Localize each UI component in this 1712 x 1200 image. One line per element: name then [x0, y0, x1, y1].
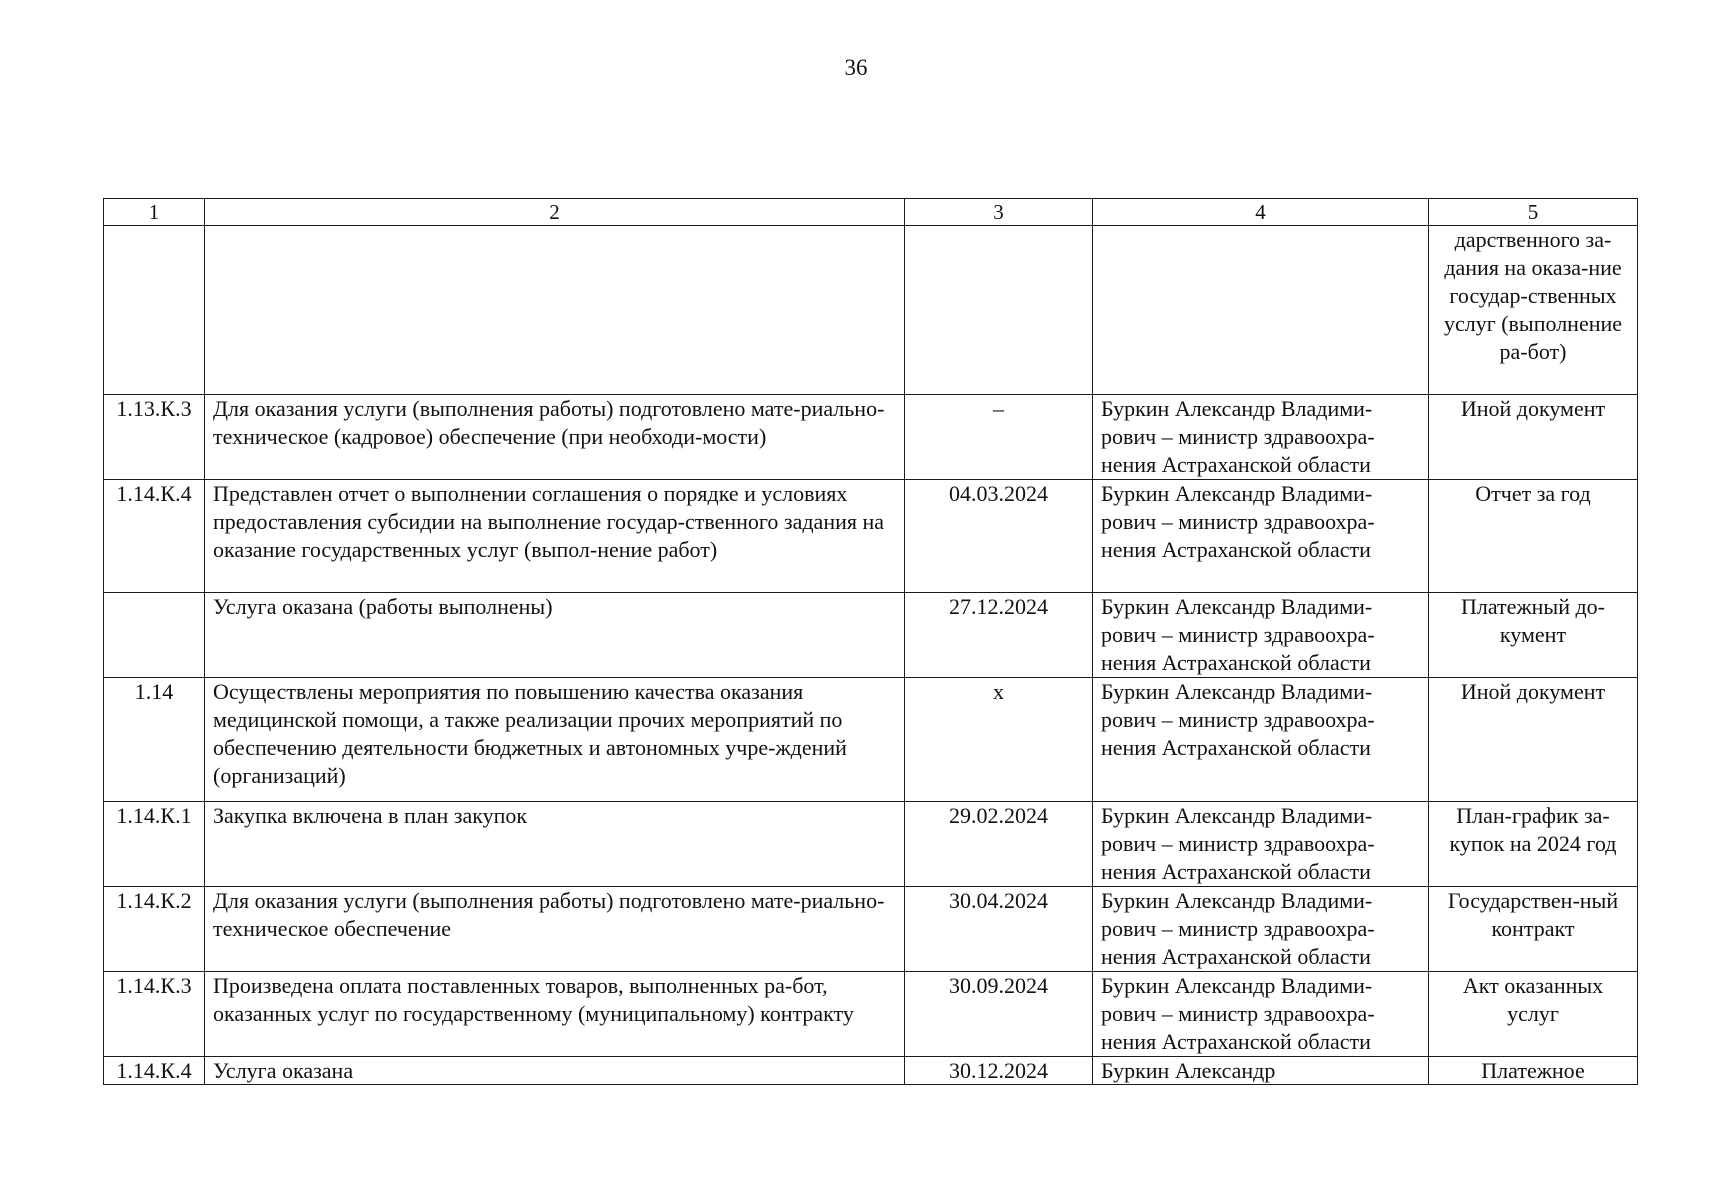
responsible-cell: Буркин Александр Владими-рович – министр здравоохра-нения Астраханской области	[1093, 887, 1429, 972]
date-cell	[905, 226, 1093, 395]
table-row	[104, 395, 1638, 480]
code-cell: 1.13.К.3	[104, 395, 205, 480]
description-cell: Произведена оплата поставленных товаров, выполненных ра-бот, оказанных услуг по государственному (муниципальному) контракту	[205, 972, 905, 1057]
responsible-cell: Буркин Александр Владими-рович – министр здравоохра-нения Астраханской области	[1093, 395, 1429, 480]
date-cell: 30.04.2024	[905, 887, 1093, 972]
table-row	[104, 802, 1638, 887]
table-row	[104, 593, 1638, 678]
measures-table	[103, 198, 1638, 1085]
code-cell: 1.14.К.1	[104, 802, 205, 887]
document-cell: План-график за-купок на 2024 год	[1429, 802, 1638, 887]
code-cell: 1.14	[104, 678, 205, 802]
description-cell: Осуществлены мероприятия по повышению качества оказания медицинской помощи, а также реализации прочих мероприятий по обеспечению деятельности бюджетных и автономных учре-ждений (организаций)	[205, 678, 905, 802]
table-row	[104, 972, 1638, 1057]
date-cell: 30.09.2024	[905, 972, 1093, 1057]
date-cell: –	[905, 395, 1093, 480]
description-cell	[205, 226, 905, 395]
responsible-cell: Буркин Александр Владими-рович – министр здравоохра-нения Астраханской области	[1093, 480, 1429, 593]
description-cell: Представлен отчет о выполнении соглашения о порядке и условиях предоставления субсидии на выполнение государ-ственного задания на оказание государственных услуг (выпол-нение работ)	[205, 480, 905, 593]
document-cell: Иной документ	[1429, 395, 1638, 480]
document-cell: Иной документ	[1429, 678, 1638, 802]
date-cell: 29.02.2024	[905, 802, 1093, 887]
header-col-3: 3	[905, 199, 1093, 226]
table-row	[104, 480, 1638, 593]
code-cell: 1.14.К.2	[104, 887, 205, 972]
date-cell: 30.12.2024	[905, 1057, 1093, 1085]
date-cell: х	[905, 678, 1093, 802]
description-cell: Для оказания услуги (выполнения работы) подготовлено мате-риально-техническое обеспечение	[205, 887, 905, 972]
header-col-4: 4	[1093, 199, 1429, 226]
responsible-cell: Буркин Александр Владими-рович – министр здравоохра-нения Астраханской области	[1093, 802, 1429, 887]
document-cell: Акт оказанных услуг	[1429, 972, 1638, 1057]
description-cell: Для оказания услуги (выполнения работы) подготовлено мате-риально-техническое (кадровое) обеспечение (при необходи-мости)	[205, 395, 905, 480]
code-cell: 1.14.К.4	[104, 480, 205, 593]
description-cell: Услуга оказана (работы выполнены)	[205, 593, 905, 678]
document-cell: Платежный до-кумент	[1429, 593, 1638, 678]
description-cell: Закупка включена в план закупок	[205, 802, 905, 887]
page-number: 36	[844, 55, 868, 80]
table-row	[104, 678, 1638, 802]
responsible-cell: Буркин Александр Владими-рович – министр здравоохра-нения Астраханской области	[1093, 678, 1429, 802]
code-cell: 1.14.К.4	[104, 1057, 205, 1085]
header-row	[104, 199, 1638, 226]
document-cell: Государствен-ный контракт	[1429, 887, 1638, 972]
document-cell: дарственного за-дания на оказа-ние государ-ственных услуг (выполнение ра-бот)	[1429, 226, 1638, 395]
responsible-cell	[1093, 226, 1429, 395]
document-cell: Платежное	[1429, 1057, 1638, 1085]
code-cell	[104, 593, 205, 678]
responsible-cell: Буркин Александр Владими-рович – министр здравоохра-нения Астраханской области	[1093, 593, 1429, 678]
description-cell: Услуга оказана	[205, 1057, 905, 1085]
table-row	[104, 887, 1638, 972]
date-cell: 04.03.2024	[905, 480, 1093, 593]
code-cell: 1.14.К.3	[104, 972, 205, 1057]
code-cell	[104, 226, 205, 395]
header-col-2: 2	[205, 199, 905, 226]
document-cell: Отчет за год	[1429, 480, 1638, 593]
table-row	[104, 1057, 1638, 1085]
header-col-5: 5	[1429, 199, 1638, 226]
responsible-cell: Буркин Александр	[1093, 1057, 1429, 1085]
date-cell: 27.12.2024	[905, 593, 1093, 678]
table-row	[104, 226, 1638, 395]
responsible-cell: Буркин Александр Владими-рович – министр здравоохра-нения Астраханской области	[1093, 972, 1429, 1057]
header-col-1: 1	[104, 199, 205, 226]
